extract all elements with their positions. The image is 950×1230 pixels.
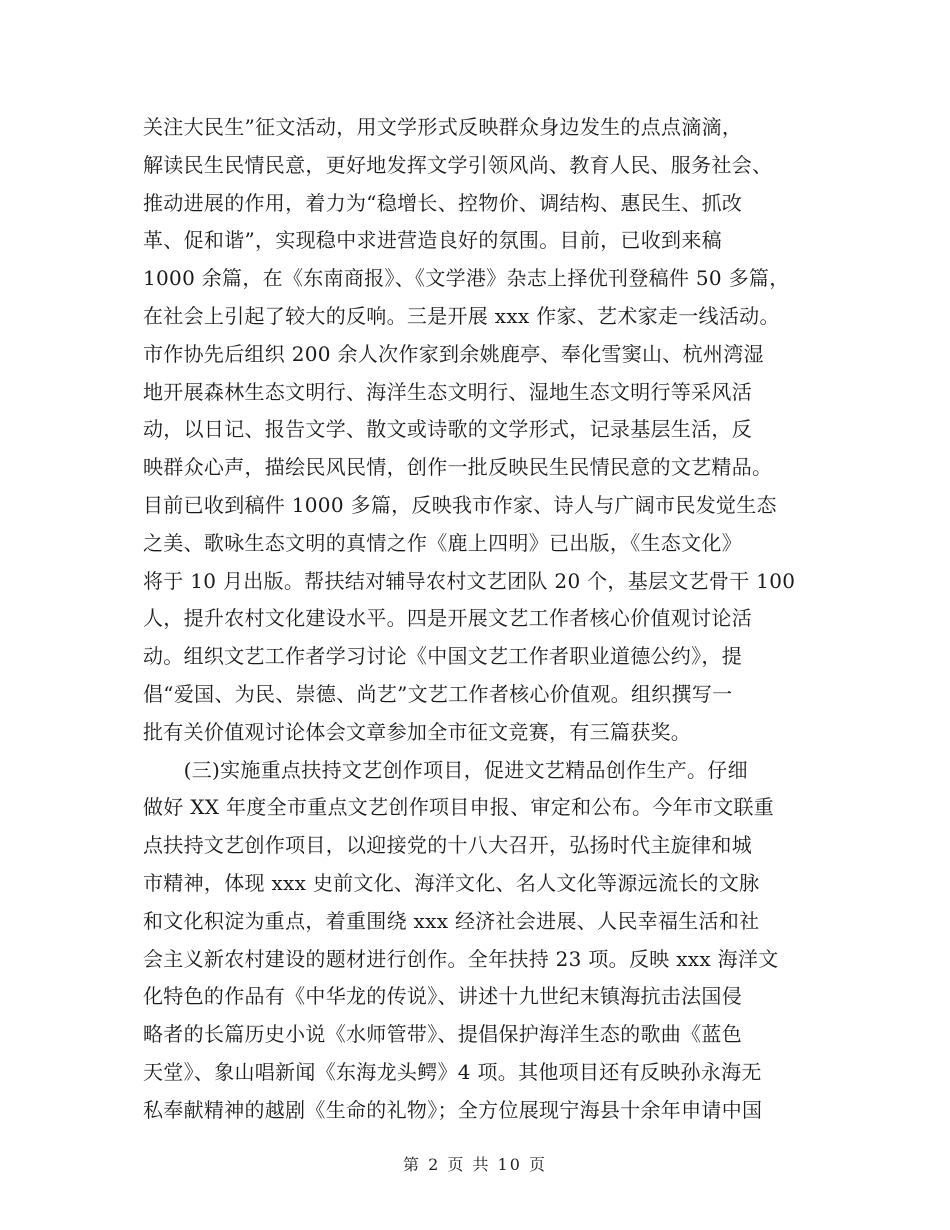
text-line: 市精神，体现 xxx 史前文化、海洋文化、名人文化等源远流长的文脉 <box>143 870 760 895</box>
text-line: 会主义新农村建设的题材进行创作。全年扶持 23 项。反映 xxx 海洋文 <box>143 946 779 971</box>
text-line: 倡“爱国、为民、崇德、尚艺”文艺工作者核心价值观。组织撰写一 <box>143 681 733 706</box>
text-line: 人，提升农村文化建设水平。四是开展文艺工作者核心价值观讨论活 <box>143 606 752 631</box>
text-line: 目前已收到稿件 1000 多篇，反映我市作家、诗人与广阔市民发觉生态 <box>143 492 777 517</box>
text-line: 和文化积淀为重点，着重围绕 xxx 经济社会进展、人民幸福生活和社 <box>143 908 760 933</box>
text-line: 点扶持文艺创作项目，以迎接党的十八大召开，弘扬时代主旋律和城 <box>143 833 752 858</box>
text-line: 革、促和谐”，实现稳中求进营造良好的氛围。目前，已收到来稿 <box>143 228 722 253</box>
text-line: 化特色的作品有《中华龙的传说》、讲述十九世纪末镇海抗击法国侵 <box>143 984 742 1009</box>
text-line: 市作协先后组织 200 余人次作家到余姚鹿亭、奉化雪窦山、杭州湾湿 <box>143 341 764 366</box>
body-text <box>143 109 813 1130</box>
text-line: 批有关价值观讨论体会文章参加全市征文竞赛，有三篇获奖。 <box>143 719 692 744</box>
text-line: 推动进展的作用，着力为“稳增长、控物价、调结构、惠民生、抓改 <box>143 190 743 215</box>
text-line: 在社会上引起了较大的反响。三是开展 xxx 作家、艺术家走一线活动。 <box>143 303 780 328</box>
text-line: 之美、歌咏生态文明的真情之作《鹿上四明》已出版，《生态文化》 <box>143 530 742 555</box>
text-line: 映群众心声，描绘民风民情，创作一批反映民生民情民意的文艺精品。 <box>143 455 773 480</box>
text-line: 私奉献精神的越剧《生命的礼物》；全方位展现宁海县十余年申请中国 <box>143 1097 763 1122</box>
text-line: 地开展森林生态文明行、海洋生态文明行、湿地生态文明行等采风活 <box>143 379 752 404</box>
text-line: (三)实施重点扶持文艺创作项目，促进文艺精品创作生产。仔细 <box>143 757 748 782</box>
text-line: 解读民生民情民意，更好地发挥文学引领风尚、教育人民、服务社会、 <box>143 152 773 177</box>
text-line: 动，以日记、报告文学、散文或诗歌的文学形式，记录基层生活，反 <box>143 417 752 442</box>
text-line: 1000 余篇，在《东南商报》、《文学港》杂志上择优刊登稿件 50 多篇， <box>143 266 790 291</box>
text-line: 天堂》、象山唱新闻《东海龙头鳄》4 项。其他项目还有反映孙永海无 <box>143 1059 762 1084</box>
text-line: 将于 10 月出版。帮扶结对辅导农村文艺团队 20 个，基层文艺骨干 100 <box>143 568 796 593</box>
text-line: 略者的长篇历史小说《水师管带》、提倡保护海洋生态的歌曲《蓝色 <box>143 1022 742 1047</box>
text-line: 动。组织文艺工作者学习讨论《中国文艺工作者职业道德公约》，提 <box>143 644 742 669</box>
page-footer: 第 2 页 共 10 页 <box>403 1155 547 1174</box>
text-line: 关注大民生”征文活动，用文学形式反映群众身边发生的点点滴滴， <box>143 115 743 139</box>
text-line: 做好 XX 年度全市重点文艺创作项目申报、审定和公布。今年市文联重 <box>143 795 775 820</box>
